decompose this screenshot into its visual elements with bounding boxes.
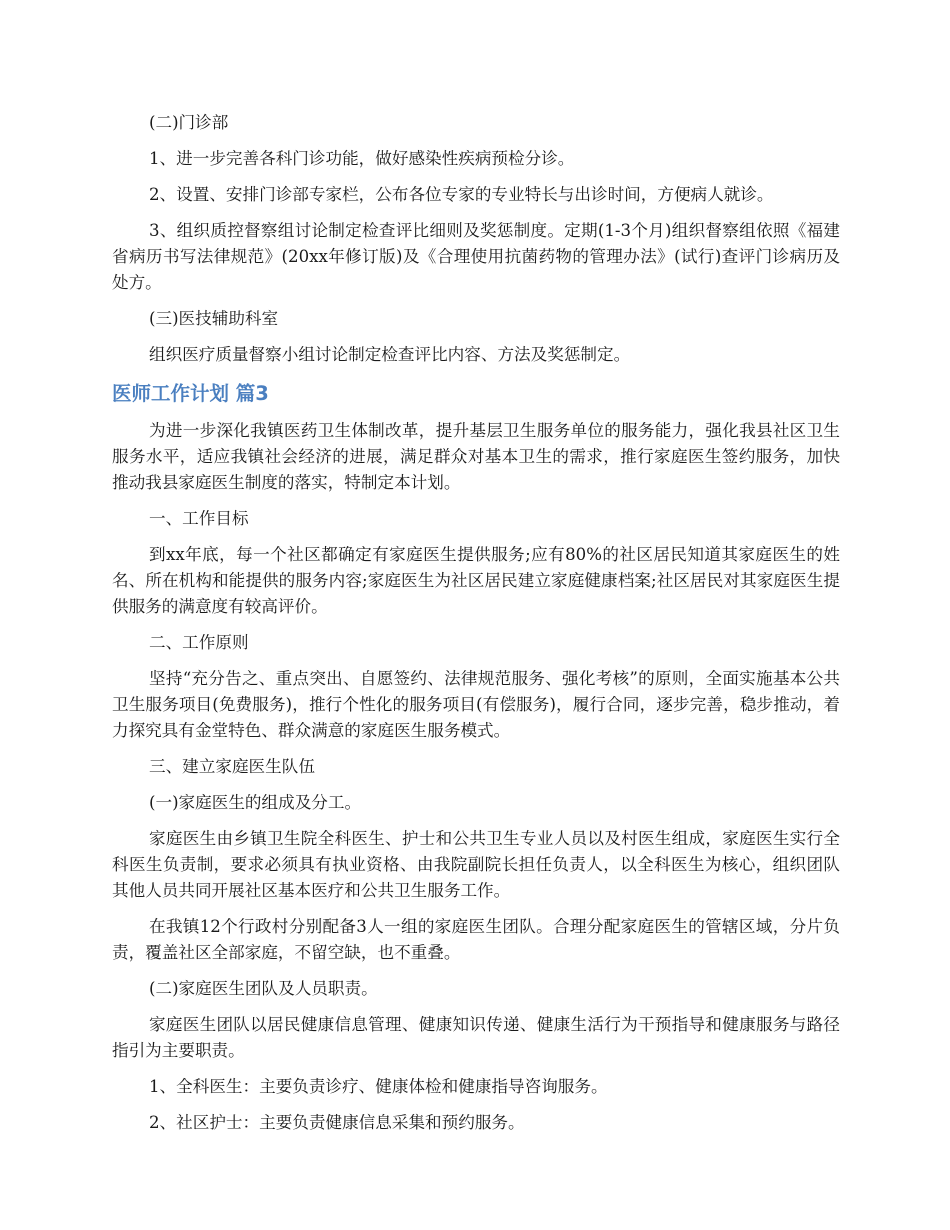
section-heading: 医师工作计划 篇3 <box>112 382 269 405</box>
paragraph: 家庭医生团队以居民健康信息管理、健康知识传递、健康生活行为干预指导和健康服务与路径指引为主要职责。 <box>112 1015 840 1060</box>
paragraph: (一)家庭医生的组成及分工。 <box>149 793 362 812</box>
paragraph: 1、全科医生：主要负责诊疗、健康体检和健康指导咨询服务。 <box>149 1077 608 1096</box>
paragraph: 二、工作原则 <box>149 633 249 652</box>
document-page <box>112 110 840 1146</box>
paragraph: 为进一步深化我镇医药卫生体制改革，提升基层卫生服务单位的服务能力，强化我县社区卫生服务水平，适应我镇社会经济的进展，满足群众对基本卫生的需求，推行家庭医生签约服务，加快推动我县家庭医生制度的落实，特制定本计划。 <box>112 421 840 492</box>
paragraph: (二)门诊部 <box>149 113 229 132</box>
paragraph: 在我镇12个行政村分别配备3人一组的家庭医生团队。合理分配家庭医生的管辖区域，分片负责，覆盖社区全部家庭，不留空缺，也不重叠。 <box>112 917 840 962</box>
paragraph: 一、工作目标 <box>149 509 249 528</box>
paragraph: 坚持“充分告之、重点突出、自愿签约、法律规范服务、强化考核”的原则，全面实施基本公共卫生服务项目(免费服务)，推行个性化的服务项目(有偿服务)，履行合同，逐步完善，稳步推动，着力探究具有金堂特色、群众满意的家庭医生服务模式。 <box>112 669 840 740</box>
paragraph: 3、组织质控督察组讨论制定检查评比细则及奖惩制度。定期(1-3个月)组织督察组依照《福建省病历书写法律规范》(20xx年修订版)及《合理使用抗菌药物的管理办法》(试行)查评门诊病历及处方。 <box>112 221 840 292</box>
paragraph: 组织医疗质量督察小组讨论制定检查评比内容、方法及奖惩制定。 <box>149 345 631 364</box>
paragraph: 家庭医生由乡镇卫生院全科医生、护士和公共卫生专业人员以及村医生组成，家庭医生实行全科医生负责制，要求必须具有执业资格、由我院副院长担任负责人，以全科医生为核心，组织团队其他人员共同开展社区基本医疗和公共卫生服务工作。 <box>112 829 840 900</box>
paragraph: 1、进一步完善各科门诊功能，做好感染性疾病预检分诊。 <box>149 149 575 168</box>
paragraph: (三)医技辅助科室 <box>149 309 279 328</box>
paragraph: 2、社区护士：主要负责健康信息采集和预约服务。 <box>149 1113 525 1132</box>
paragraph: 2、设置、安排门诊部专家栏，公布各位专家的专业特长与出诊时间，方便病人就诊。 <box>149 185 774 204</box>
paragraph: (二)家庭医生团队及人员职责。 <box>149 979 378 998</box>
paragraph: 到xx年底，每一个社区都确定有家庭医生提供服务;应有80%的社区居民知道其家庭医生的姓名、所在机构和能提供的服务内容;家庭医生为社区居民建立家庭健康档案;社区居民对其家庭医生提供服务的满意度有较高评价。 <box>112 545 840 616</box>
paragraph: 三、建立家庭医生队伍 <box>149 757 315 776</box>
